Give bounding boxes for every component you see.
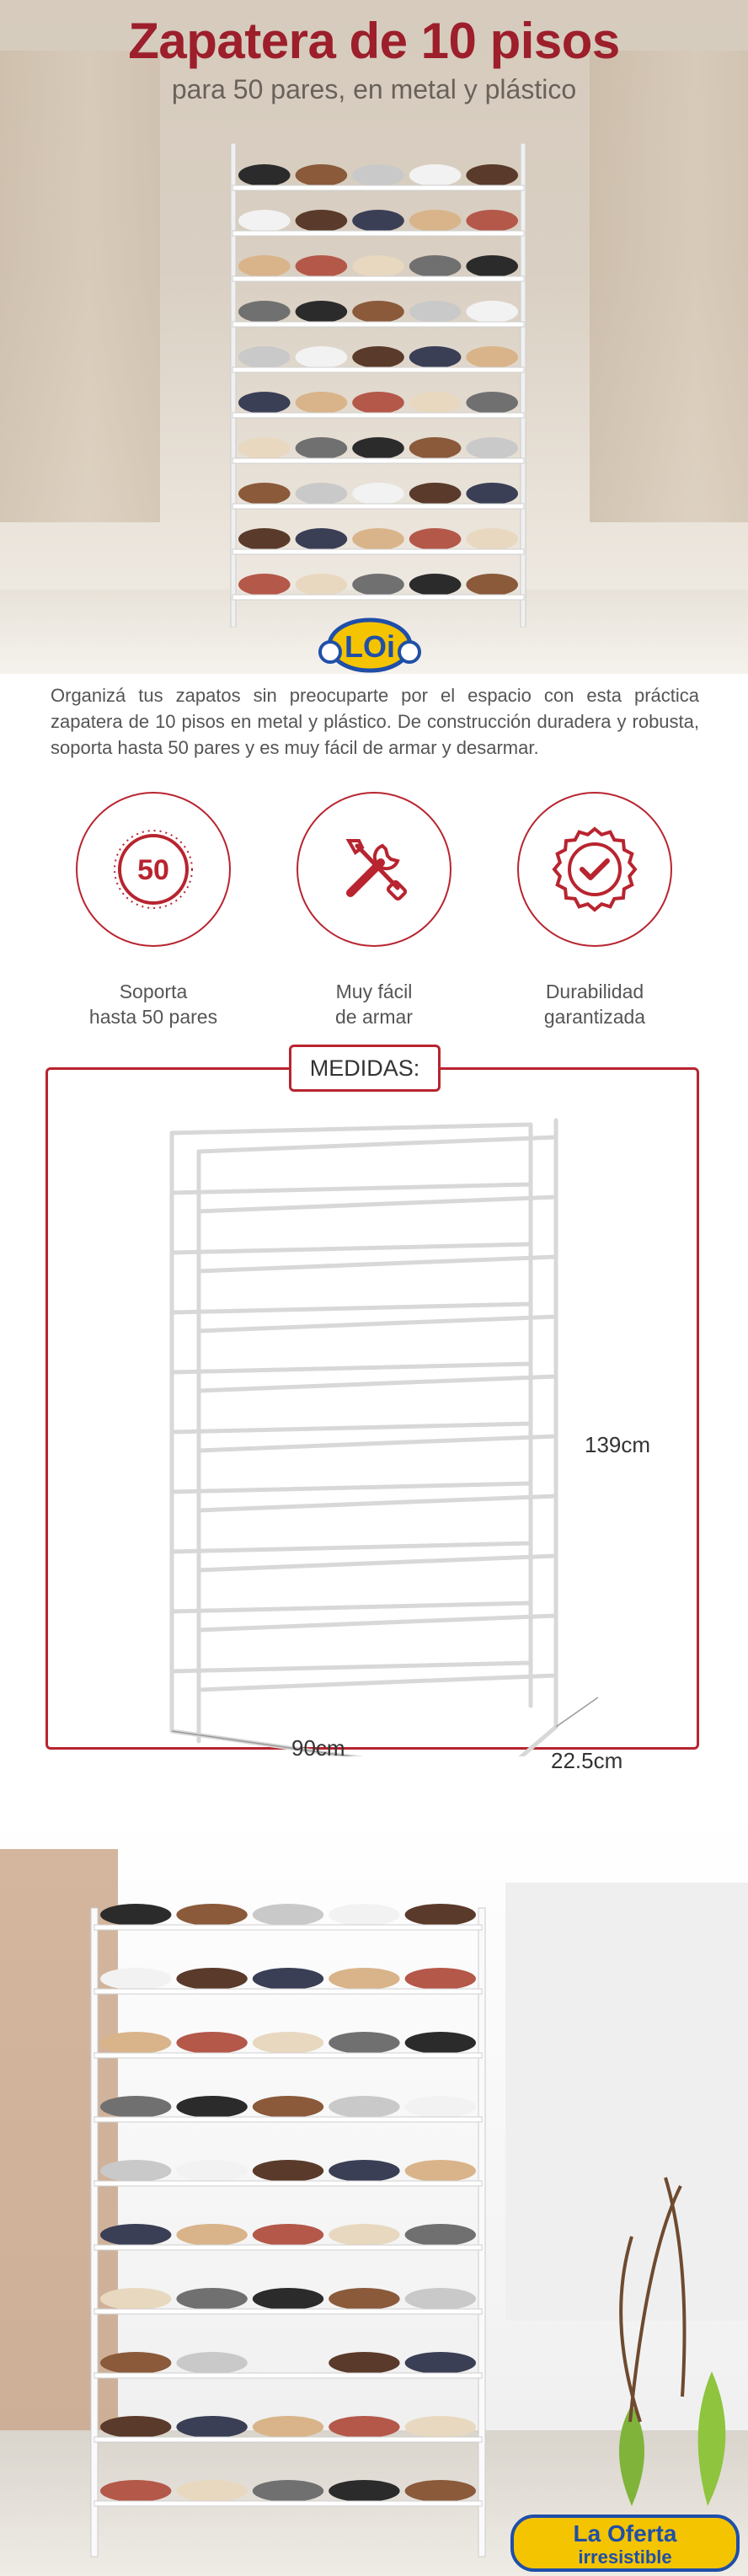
shoe-pair <box>409 392 462 414</box>
shoe-pair <box>253 2224 323 2246</box>
shoe-pair <box>409 301 462 323</box>
shoe-pair <box>296 164 348 186</box>
brand-logo <box>318 615 421 674</box>
shelf-bar <box>94 2053 482 2058</box>
shelf-bar <box>232 185 524 190</box>
shoe-pair <box>352 528 404 550</box>
shoe-pair <box>329 2416 399 2438</box>
offer-badge-line1: La Oferta <box>573 2520 677 2547</box>
frame-bar <box>199 1556 556 1570</box>
height-dimension-label: 139cm <box>585 1432 651 1457</box>
page-title: Zapatera de 10 pisos <box>128 13 620 69</box>
shoe-pair <box>352 574 404 596</box>
shoe-pair <box>405 2096 476 2118</box>
shoe-pair <box>329 2096 399 2118</box>
feature-label-line1: Muy fácil <box>335 981 413 1002</box>
shoe-pair <box>100 2288 171 2310</box>
shoe-pair <box>100 2480 171 2502</box>
dimensions-title: MEDIDAS: <box>289 1045 441 1092</box>
feature-label-line1: Durabilidad <box>545 981 644 1002</box>
number-50-text: 50 <box>137 854 169 886</box>
shelf-bar <box>94 2373 482 2378</box>
shoe-pair <box>253 2096 323 2118</box>
shelf-bar <box>94 2181 482 2186</box>
shoe-pair <box>296 528 348 550</box>
product-description: Organizá tus zapatos sin preocuparte por el espacio con esta práctica zapatera de 10 pisos en metal y plástico. De construcción duradera y robusta, soporta hasta 50 pares y es muy fácil de armar y desarmar. <box>51 685 699 758</box>
shoe-pair <box>466 301 518 323</box>
shoe-pair <box>176 2288 247 2310</box>
shoe-pair <box>296 437 348 459</box>
shoe-pair <box>176 2480 247 2502</box>
frame-bar <box>172 1543 531 1552</box>
shoe-pair <box>352 164 404 186</box>
feature-label-line1: Soporta <box>119 981 188 1002</box>
shoe-pair <box>176 2096 247 2118</box>
shoe-rack-photo <box>222 143 534 628</box>
feature-assembly <box>290 792 458 1029</box>
shelf-bar <box>94 2309 482 2314</box>
shoe-pair <box>176 2032 247 2054</box>
shoe-pair <box>100 2160 171 2182</box>
shoe-pair <box>296 346 348 368</box>
frame-bar <box>199 1197 556 1211</box>
shelf-bar <box>232 595 524 600</box>
feature-capacity <box>69 792 238 1029</box>
shoe-pair <box>100 2352 171 2374</box>
shoe-pair <box>405 2416 476 2438</box>
shelf-bar <box>232 367 524 372</box>
shelf-bar <box>94 2245 482 2250</box>
shoe-pair <box>329 2288 399 2310</box>
frame-bar <box>172 1184 531 1193</box>
tools-icon <box>332 827 416 911</box>
feature-label-line2: hasta 50 pares <box>88 1006 218 1028</box>
shoe-pair <box>466 164 518 186</box>
shelf-bar <box>232 322 524 327</box>
page-subtitle: para 50 pares, en metal y plástico <box>171 74 577 104</box>
shelf-bar <box>232 413 524 418</box>
shoe-pair <box>238 301 291 323</box>
shoe-pair <box>466 437 518 459</box>
frame-bar <box>199 1496 556 1510</box>
shoe-pair <box>238 574 291 596</box>
shoe-pair <box>100 2032 171 2054</box>
shoe-pair <box>352 255 404 277</box>
shoe-pair <box>176 1968 247 1990</box>
shoe-pair <box>253 2480 323 2502</box>
number-50-icon <box>111 827 195 911</box>
depth-dimension-line <box>556 1697 598 1727</box>
shelf-bar <box>232 458 524 463</box>
shoe-pair <box>296 210 348 232</box>
offer-badge-line2: irresistible <box>578 2547 672 2568</box>
feature-label <box>69 979 238 1029</box>
shoe-pair <box>296 301 348 323</box>
shoe-pair <box>238 483 291 505</box>
shoe-pair <box>405 1968 476 1990</box>
shoe-pair <box>238 528 291 550</box>
frame-bar <box>172 1483 531 1492</box>
shoe-pair <box>352 392 404 414</box>
shoe-pair <box>352 483 404 505</box>
shoe-pair <box>253 2160 323 2182</box>
shoe-pair <box>176 2352 247 2374</box>
shoe-pair <box>405 2480 476 2502</box>
brand-logo-text: LOi <box>345 629 395 664</box>
shoe-pair <box>176 2416 247 2438</box>
depth-dimension-label: 22.5cm <box>551 1748 623 1773</box>
shoe-pair <box>409 346 462 368</box>
shoe-pair <box>176 2160 247 2182</box>
shoe-pair <box>253 1904 323 1926</box>
shoe-pair <box>329 1968 399 1990</box>
shoe-pair <box>409 210 462 232</box>
shoe-pair <box>238 164 291 186</box>
shoe-pair <box>238 210 291 232</box>
shoe-pair <box>296 392 348 414</box>
feature-label <box>510 979 679 1029</box>
frame-bar <box>172 1244 531 1253</box>
shoe-pair <box>352 346 404 368</box>
frame-bar <box>199 1616 556 1630</box>
shoe-pair <box>409 574 462 596</box>
frame-bar <box>199 1137 556 1152</box>
shelf-bar <box>94 2501 482 2506</box>
shoe-pair <box>409 164 462 186</box>
feature-label-line2: de armar <box>334 1006 414 1028</box>
shoe-pair <box>329 1904 399 1926</box>
feature-label-line2: garantizada <box>543 1006 646 1028</box>
frame-bar <box>172 1304 531 1312</box>
shoe-pair <box>352 301 404 323</box>
shoe-pair <box>329 2160 399 2182</box>
shoe-pair <box>466 210 518 232</box>
shoe-pair <box>100 2096 171 2118</box>
frame-bar <box>172 1663 531 1671</box>
frame-bar <box>199 1376 556 1391</box>
wall-panel <box>590 51 748 522</box>
shoe-pair <box>409 255 462 277</box>
shoe-pair <box>253 2288 323 2310</box>
shoe-pair <box>176 2224 247 2246</box>
shoe-pair <box>405 2032 476 2054</box>
frame-bar <box>172 1364 531 1372</box>
shoe-pair <box>296 574 348 596</box>
shoe-pair <box>296 255 348 277</box>
frame-bar <box>199 1675 556 1690</box>
shoe-pair <box>296 483 348 505</box>
quality-seal-icon <box>548 823 641 916</box>
frame-bar <box>199 1257 556 1271</box>
shoe-pair <box>352 210 404 232</box>
shoe-pair <box>405 2352 476 2374</box>
shoe-pair <box>100 2416 171 2438</box>
shoe-pair <box>466 392 518 414</box>
shelf-bar <box>232 504 524 509</box>
shoe-pair <box>405 1904 476 1926</box>
frame-bar <box>172 1603 531 1611</box>
shelf-bar <box>232 549 524 554</box>
shoe-pair <box>100 1968 171 1990</box>
frame-bar <box>497 1727 556 1756</box>
width-dimension-label: 90cm <box>291 1735 345 1761</box>
shoe-pair <box>466 483 518 505</box>
feature-circle <box>76 792 231 947</box>
shoe-pair <box>466 574 518 596</box>
wall-panel <box>0 51 160 522</box>
shoe-pair <box>238 346 291 368</box>
shoe-pair <box>238 437 291 459</box>
shoe-pair <box>238 392 291 414</box>
frame-bar <box>199 1317 556 1331</box>
shoe-pair <box>238 255 291 277</box>
feature-circle <box>297 792 451 947</box>
shoe-pair <box>405 2160 476 2182</box>
shoe-rack-frame-diagram <box>160 1116 598 1756</box>
shelf-bar <box>232 231 524 236</box>
wooden-door <box>0 1849 118 2430</box>
shoe-pair <box>253 2032 323 2054</box>
shelf-bar <box>94 2117 482 2122</box>
frame-bar <box>199 1436 556 1451</box>
shoe-pair <box>329 2480 399 2502</box>
shoe-pair <box>405 2288 476 2310</box>
shoe-pair <box>253 2352 323 2374</box>
shoe-pair <box>253 1968 323 1990</box>
shoe-pair <box>329 2224 399 2246</box>
shoe-pair <box>466 528 518 550</box>
shoe-pair <box>466 255 518 277</box>
feature-durability <box>510 792 679 1029</box>
room-scene-photo <box>0 1815 748 2576</box>
feature-circle <box>517 792 672 947</box>
shoe-pair <box>409 528 462 550</box>
shoe-pair <box>176 1904 247 1926</box>
offer-badge <box>510 2515 740 2572</box>
feature-label <box>290 979 458 1029</box>
shoe-pair <box>405 2224 476 2246</box>
shelf-bar <box>94 2437 482 2442</box>
shelf-bar <box>94 1925 482 1930</box>
shoe-pair <box>253 2416 323 2438</box>
shoe-pair <box>352 437 404 459</box>
shelf-bar <box>94 1989 482 1994</box>
shoe-pair <box>329 2352 399 2374</box>
shoe-pair <box>329 2032 399 2054</box>
shelf-bar <box>232 276 524 281</box>
shoe-pair <box>100 2224 171 2246</box>
shoe-pair <box>409 437 462 459</box>
shoe-pair <box>409 483 462 505</box>
shoe-pair <box>466 346 518 368</box>
frame-bar <box>172 1424 531 1432</box>
frame-bar <box>172 1125 531 1133</box>
shoe-pair <box>100 1904 171 1926</box>
room-scene-illustration <box>0 1815 748 2576</box>
